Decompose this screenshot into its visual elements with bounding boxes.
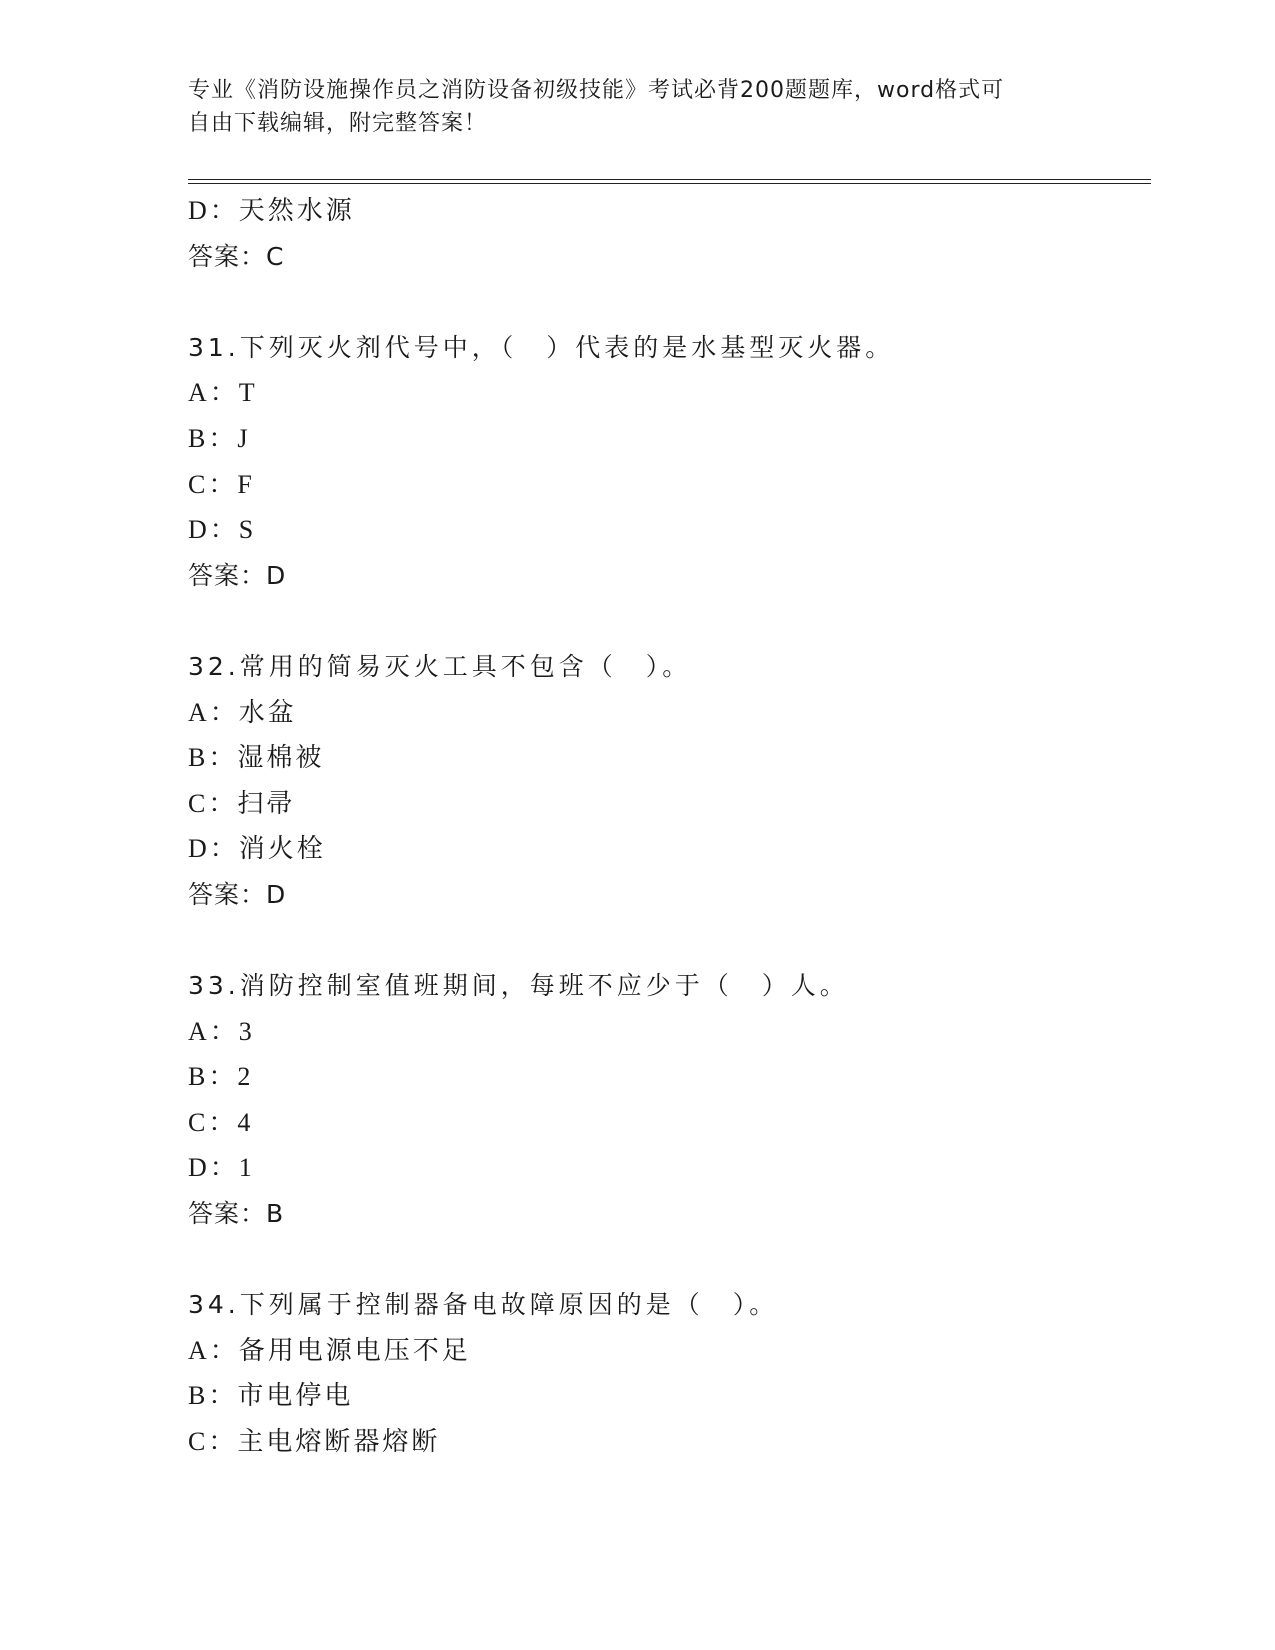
answer-prev: 答案：C [188,241,285,271]
question-33-option-c: C：4 [188,1107,254,1137]
question-32-option-b: B：湿棉被 [188,743,325,773]
header-line-2: 自由下载编辑，附完整答案！ [188,111,488,136]
question-32-stem: 32.常用的简易灭火工具不包含（ ）。 [188,651,692,681]
header-line-1: 专业《消防设施操作员之消防设备初级技能》考试必背200题题库，word格式可 [188,78,1005,103]
question-33-answer: 答案：B [188,1199,285,1229]
question-31-option-a: A：T [188,378,258,408]
question-34-option-a: A：备用电源电压不足 [188,1335,471,1365]
question-31-stem: 31.下列灭火剂代号中，（ ）代表的是水基型灭火器。 [188,332,895,362]
question-32-answer: 答案：D [188,879,287,909]
question-34-stem: 34.下列属于控制器备电故障原因的是（ ）。 [188,1290,779,1320]
document-header [188,74,1068,140]
question-list [188,188,1148,1465]
option-d-prev: D：天然水源 [188,196,355,225]
question-31-option-d: D：S [188,515,257,545]
question-32-option-d: D：消火栓 [188,834,326,864]
question-34-option-b: B：市电停电 [188,1381,354,1411]
question-31-option-b: B：J [188,423,251,453]
question-33-option-b: B：2 [188,1062,254,1092]
question-31-option-c: C：F [188,469,255,499]
question-33-stem: 33.消防控制室值班期间，每班不应少于（ ）人。 [188,971,849,1001]
question-34-option-c: C：主电熔断器熔断 [188,1427,441,1457]
question-32-option-c: C：扫帚 [188,788,296,818]
header-divider-bottom [188,183,1151,184]
question-32-option-a: A：水盆 [188,697,297,727]
question-33-option-d: D：1 [188,1153,255,1183]
question-33-option-a: A：3 [188,1016,255,1046]
header-divider-top [188,179,1151,180]
question-31-answer: 答案：D [188,560,287,590]
